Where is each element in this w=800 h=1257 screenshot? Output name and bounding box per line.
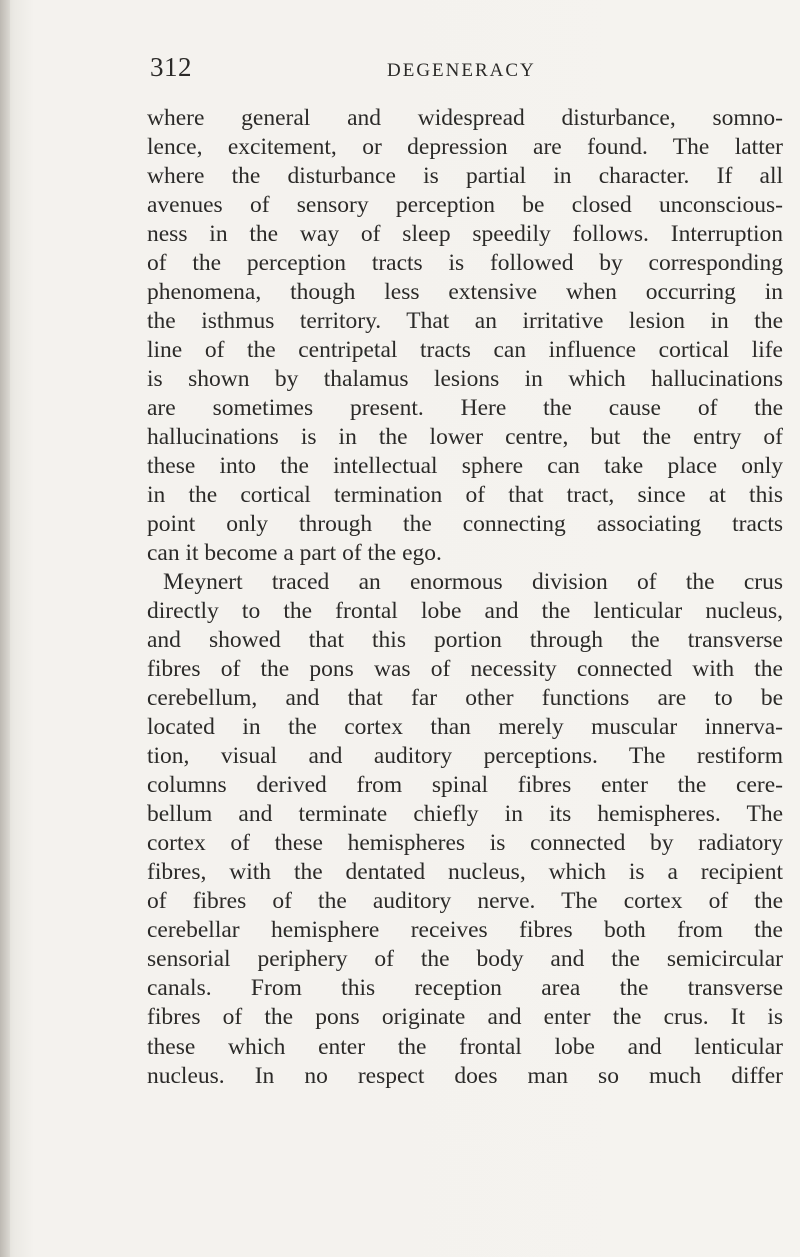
text-line: line of the centripetal tracts can influence cortical life [147, 337, 783, 364]
text-line: ness in the way of sleep speedily follows. Interruption [147, 221, 783, 248]
page-gutter [0, 0, 10, 1257]
text-line: these into the intellectual sphere can take place only [147, 453, 783, 480]
text-line: cerebellar hemisphere receives fibres both from the [147, 917, 783, 944]
text-line: cerebellum, and that far other functions are to be [147, 685, 783, 712]
body-text [147, 104, 783, 1091]
text-line: where the disturbance is partial in character. If all [147, 163, 783, 190]
text-line: and showed that this portion through the transverse [147, 627, 783, 654]
text-line: is shown by thalamus lesions in which hallucinations [147, 366, 783, 393]
text-line: of fibres of the auditory nerve. The cortex of the [147, 888, 783, 915]
text-line: lence, excitement, or depression are found. The latter [147, 134, 783, 161]
text-line: avenues of sensory perception be closed unconscious- [147, 192, 783, 219]
text-line: the isthmus territory. That an irritative lesion in the [147, 308, 783, 335]
text-line: cortex of these hemispheres is connected by radiatory [147, 830, 783, 857]
text-line: phenomena, though less extensive when occurring in [147, 279, 783, 306]
text-line: these which enter the frontal lobe and lenticular [147, 1033, 783, 1060]
text-line: in the cortical termination of that tract, since at this [147, 482, 783, 509]
text-line: sensorial periphery of the body and the semicircular [147, 946, 783, 973]
running-head: DEGENERACY [387, 60, 536, 81]
text-line: nucleus. In no respect does man so much differ [147, 1062, 783, 1089]
text-line: are sometimes present. Here the cause of the [147, 395, 783, 422]
text-line: fibres of the pons originate and enter the crus. It is [147, 1004, 783, 1031]
page-header [150, 52, 790, 92]
text-line: canals. From this reception area the transverse [147, 975, 783, 1002]
text-line: columns derived from spinal fibres enter the cere- [147, 772, 783, 799]
text-line: bellum and terminate chiefly in its hemispheres. The [147, 801, 783, 828]
text-line: directly to the frontal lobe and the lenticular nucleus, [147, 598, 783, 625]
page-number: 312 [150, 52, 192, 82]
text-line: tion, visual and auditory perceptions. The restiform [147, 743, 783, 770]
text-line: hallucinations is in the lower centre, but the entry of [147, 424, 783, 451]
paragraph-first-line: Meynert traced an enormous division of the crus [163, 569, 783, 596]
text-line: where general and widespread disturbance, somno- [147, 105, 783, 131]
text-line: of the perception tracts is followed by corresponding [147, 250, 783, 277]
text-line: fibres of the pons was of necessity connected with the [147, 656, 783, 683]
text-line: can it become a part of the ego. [147, 540, 442, 567]
text-line: located in the cortex than merely muscular innerva- [147, 714, 783, 741]
text-line: fibres, with the dentated nucleus, which is a recipient [147, 859, 783, 886]
text-line: point only through the connecting associating tracts [147, 511, 783, 538]
